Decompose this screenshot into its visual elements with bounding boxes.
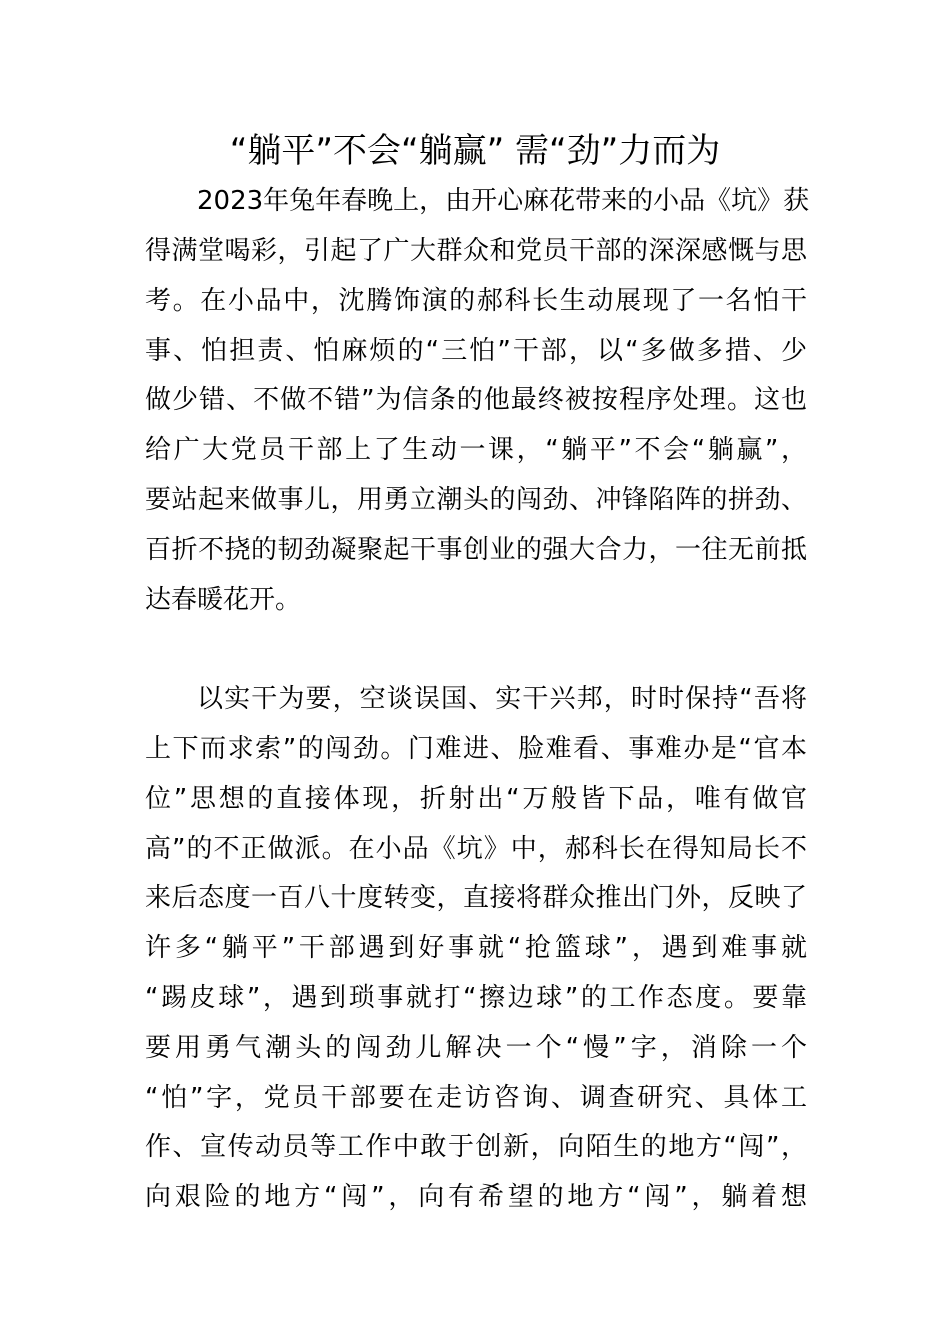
paragraph-line: 以实干为要，空谈误国、实干兴邦，时时保持“吾将 xyxy=(197,684,807,714)
paragraph-line: 上下而求索”的闯劲。门难进、脸难看、事难办是“官本 xyxy=(145,734,807,764)
paragraph-line: 许多“躺平”干部遇到好事就“抢篮球”，遇到难事就 xyxy=(145,933,807,963)
paragraph-line: 得满堂喝彩，引起了广大群众和党员干部的深深感慨与思 xyxy=(145,236,807,266)
paragraph-line: 达春暖花开。 xyxy=(145,585,302,615)
paragraph-line: 位”思想的直接体现，折射出“万般皆下品，唯有做官 xyxy=(145,784,807,814)
paragraph-line: “踢皮球”，遇到琐事就打“擦边球”的工作态度。要靠 xyxy=(145,983,807,1013)
paragraph-line: 来后态度一百八十度转变，直接将群众推出门外，反映了 xyxy=(145,883,807,913)
paragraph-line: 要用勇气潮头的闯劲儿解决一个“慢”字，消除一个 xyxy=(145,1033,807,1063)
paragraph-line: “怕”字，党员干部要在走访咨询、调查研究、具体工 xyxy=(145,1083,807,1113)
paragraph-line: 考。在小品中，沈腾饰演的郝科长生动展现了一名怕干 xyxy=(145,286,807,316)
document-title: “躺平”不会“躺赢” 需“劲”力而为 xyxy=(229,131,721,171)
paragraph-line: 事、怕担责、怕麻烦的“三怕”干部，以“多做多措、少 xyxy=(145,336,807,366)
paragraph-line: 要站起来做事儿，用勇立潮头的闯劲、冲锋陷阵的拼劲、 xyxy=(145,485,807,515)
paragraph-line: 作、宣传动员等工作中敢于创新，向陌生的地方“闯”， xyxy=(145,1132,807,1162)
paragraph-line: 向艰险的地方“闯”，向有希望的地方“闯”，躺着想 xyxy=(145,1182,807,1212)
paragraph-line: 2023年兔年春晚上，由开心麻花带来的小品《坑》获 xyxy=(197,186,810,216)
paragraph-line: 做少错、不做不错”为信条的他最终被按程序处理。这也 xyxy=(145,385,807,415)
paragraph-line: 百折不挠的韧劲凝聚起干事创业的强大合力，一往无前抵 xyxy=(145,535,807,565)
paragraph-line: 给广大党员干部上了生动一课，“躺平”不会“躺赢”， xyxy=(145,435,807,465)
paragraph-line: 高”的不正做派。在小品《坑》中，郝科长在得知局长不 xyxy=(145,834,807,864)
